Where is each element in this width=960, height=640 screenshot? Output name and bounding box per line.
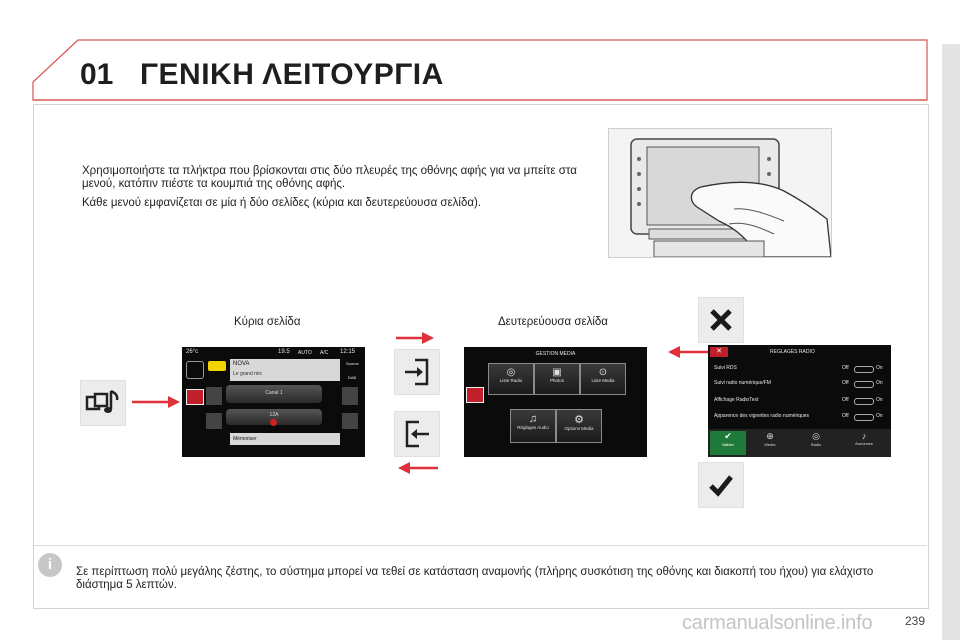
clock: 12:15 [340,349,356,355]
caption-secondary-page: Δευτερεύουσα σελίδα [498,316,608,328]
music-button[interactable] [80,380,126,426]
tile-media-list[interactable] [580,363,626,395]
announcements-label: Annonces [855,441,873,446]
media-tab-label: Media [764,442,776,447]
next-station-button[interactable] [342,387,358,405]
tile-media-options[interactable] [556,409,602,443]
toggle-2[interactable] [854,381,874,388]
freq-cursor [270,419,277,426]
settings-row-4: Apparence des vignettes radio numériques [714,413,810,419]
toggle-3[interactable] [854,398,874,405]
ac-label: A/C [320,350,329,356]
tile-photos[interactable] [534,363,580,395]
caption-main-page: Κύρια σελίδα [234,316,301,328]
channel-box[interactable] [226,385,322,403]
settings-close-icon: ✕ [716,348,722,355]
off-label-2: Off [842,380,849,386]
channel-label: Canal 1 [265,390,283,396]
announcements-icon: ♪ [861,431,867,441]
settings-close-button[interactable] [710,347,728,357]
toggle-1[interactable] [854,366,874,373]
settings-screen [708,345,891,457]
temp-right: 19.5 [278,349,290,355]
page-title: ΓΕΝΙΚΗ ΛΕΙΤΟΥΡΓΙΑ [140,58,444,91]
photos-icon: ▣ [552,367,562,378]
intro-paragraph-1: Χρησιμοποιήστε τα πλήκτρα που βρίσκονται στις δύο πλευρές της οθόνης αφής για να μπείτε στα μενού, κατόπιν πιέστε τα κουμπιά της οθόνης αφής. [82,165,577,190]
media-screen [464,347,647,457]
info-text: Σε περίπτωση πολύ μεγάλης ζέστης, το σύστημα μπορεί να τεθεί σε κατάσταση αναμονής (πλήρης συσκότιση της οθόνης και διακοπή του ήχου) για ελάχιστο διάστημα 5 λεπτών. [76,566,874,591]
media-options-icon: ⚙ [574,414,584,426]
close-button[interactable] [698,297,744,343]
touchscreen-photo [608,128,832,258]
media-title: GESTION MEDIA [535,351,576,357]
freq-label: 12A [269,412,279,418]
station-sub: Le grand mix [233,371,262,377]
side-source-button[interactable] [186,389,204,405]
next-page-icon [395,350,439,394]
freq-box[interactable] [226,409,322,425]
radio-tab[interactable] [798,431,834,455]
memorise-label: Mémoriser [233,436,257,442]
off-label-1: Off [842,365,849,371]
media-tab-icon: ⊕ [766,431,774,441]
forward-button[interactable] [342,413,358,429]
validate-button[interactable] [710,431,746,455]
station-logo [208,361,226,371]
memorise-button[interactable] [230,433,340,445]
intro-text [82,165,612,216]
media-side-button[interactable] [466,387,484,403]
music-note-icon [81,381,125,425]
radio-main-screen [182,347,365,457]
seatbelt-icon[interactable] [186,361,204,379]
source-label: Source [346,361,359,366]
media-tab[interactable] [752,431,788,455]
radio-list-icon: ◎ [506,367,516,378]
audio-settings-icon: ♫ [528,413,538,425]
tile-audio-settings-label: Réglages Audio [517,425,549,430]
tile-audio-settings[interactable] [510,409,556,443]
prev-page-button[interactable] [394,411,440,457]
rewind-button[interactable] [206,413,222,429]
media-list-icon: ⊙ [598,367,608,378]
off-label-4: Off [842,413,849,419]
header-frame [0,0,960,110]
toggle-4[interactable] [854,414,874,421]
station-name: NOVA [233,361,250,367]
station-panel[interactable] [230,359,340,381]
temp-left: 26°c [186,349,199,355]
tile-media-list-label: Liste Media [591,378,615,383]
intro-paragraph-2: Κάθε μενού εμφανίζεται σε μία ή δύο σελίδες (κύρια και δευτερεύουσα σελίδα). [82,197,482,209]
on-label-4: On [876,413,883,419]
on-label-1: On [876,365,883,371]
on-label-2: On [876,380,883,386]
checkmark-icon [699,463,743,507]
settings-row-2: Suivi radio numérique/FM [714,380,771,386]
arrow-forward [394,330,436,346]
arrow-back [398,460,440,476]
dab-label: DAB [348,375,357,380]
tile-radio-list-label: Liste Radio [499,378,523,383]
chapter-number: 01 [80,58,114,91]
announcements-tab[interactable] [844,431,884,455]
info-icon: i [38,553,62,577]
watermark: carmanualsonline.info [682,612,873,634]
auto-label: AUTO [298,350,312,356]
tile-radio-list[interactable] [488,363,534,395]
radio-tab-icon: ◎ [812,431,820,441]
radio-tab-label: Radio [810,442,822,447]
tile-media-options-label: Options Media [564,426,594,431]
off-label-3: Off [842,397,849,403]
confirm-button[interactable] [698,462,744,508]
next-page-button[interactable] [394,349,440,395]
prev-page-icon [395,412,439,456]
tile-photos-label: Photos [549,378,564,383]
validate-icon: ✔ [724,431,732,441]
prev-station-button[interactable] [206,387,222,405]
arrow-to-main [130,394,182,410]
side-strip [942,44,960,640]
settings-title: REGLAGES RADIO [770,349,815,355]
settings-bottom-bar [708,429,891,457]
settings-row-3: Affichage RadioText [714,397,759,403]
page-number: 239 [905,614,926,628]
on-label-3: On [876,397,883,403]
settings-row-1: Suivi RDS [714,365,737,371]
close-x-icon [699,298,743,342]
validate-label: Valider [721,442,735,447]
